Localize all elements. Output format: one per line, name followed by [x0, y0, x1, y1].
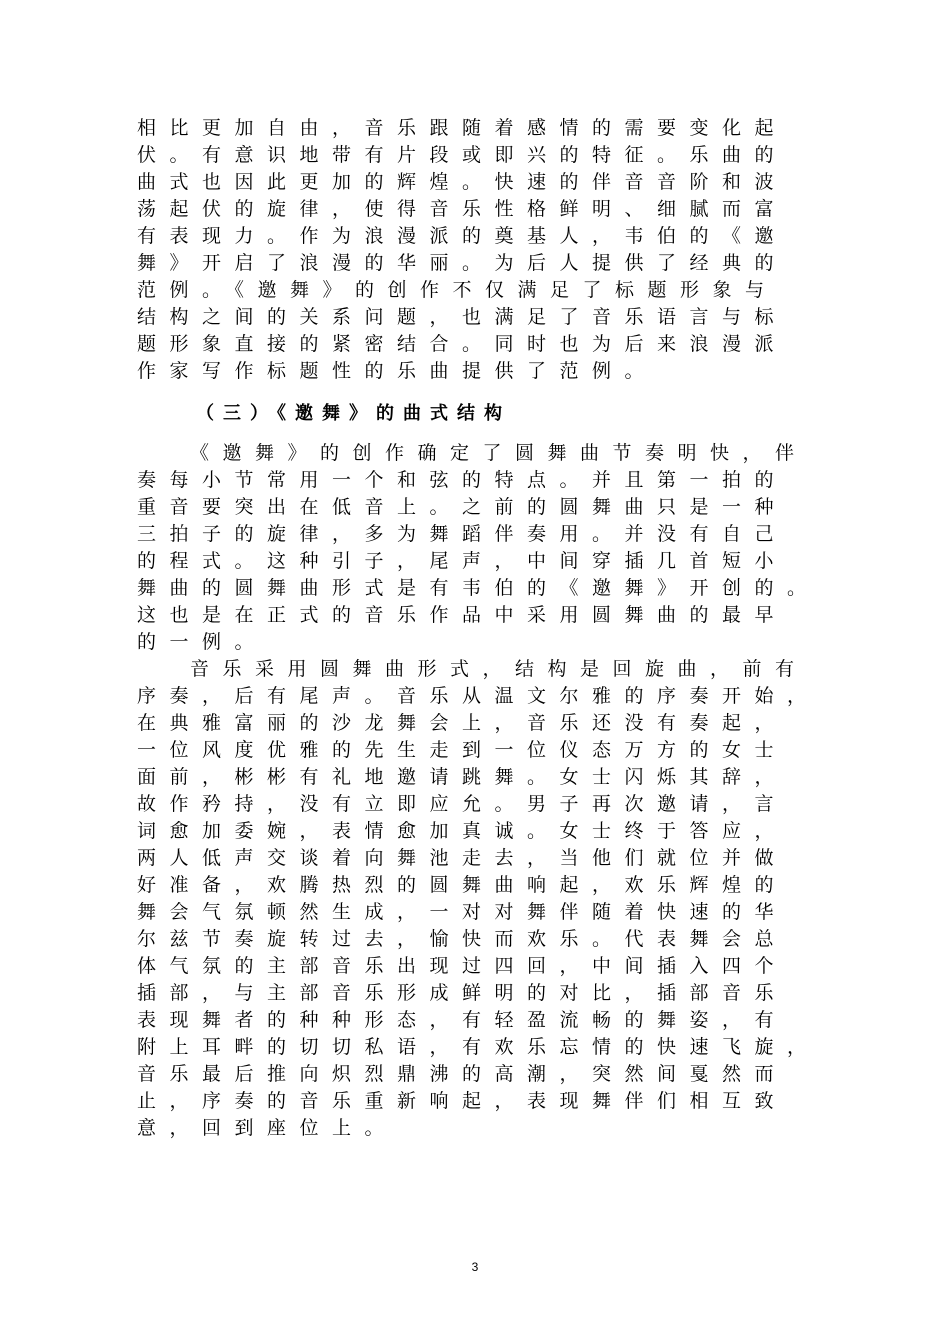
text-line: 重音要突出在低音上。之前的圆舞曲只是一种: [137, 496, 788, 518]
text-line: 舞会气氛顿然生成，一对对舞伴随着快速的华: [137, 901, 788, 923]
text-line: 相比更加自由，音乐跟随着感情的需要变化起: [137, 117, 788, 139]
text-line: 曲式也因此更加的辉煌。快速的伴音音阶和波: [137, 171, 788, 193]
text-line: 范例。《邀舞》的创作不仅满足了标题形象与: [137, 279, 778, 301]
text-line: 这也是在正式的音乐作品中采用圆舞曲的最早: [137, 604, 788, 626]
text-line: 在典雅富丽的沙龙舞会上，音乐还没有奏起，: [137, 712, 788, 734]
text-line: 意，回到座位上。: [137, 1117, 398, 1139]
text-line: 音乐最后推向炽烈鼎沸的高潮，突然间戛然而: [137, 1063, 788, 1085]
text-line: 插部，与主部音乐形成鲜明的对比，插部音乐: [137, 982, 788, 1004]
text-line: 两人低声交谈着向舞池走去，当他们就位并做: [137, 847, 788, 869]
text-line: 止，序奏的音乐重新响起，表现舞伴们相互致: [137, 1090, 788, 1112]
text-line: 尔兹节奏旋转过去，愉快而欢乐。代表舞会总: [137, 928, 788, 950]
text-line: 体气氛的主部音乐出现过四回，中间插入四个: [137, 955, 788, 977]
text-line: 附上耳畔的切切私语，有欢乐忘情的快速飞旋，: [137, 1036, 820, 1058]
text-line: 词愈加委婉，表情愈加真诚。女士终于答应，: [137, 820, 788, 842]
text-line: 一位风度优雅的先生走到一位仪态万方的女士: [137, 739, 788, 761]
text-line: 序奏，后有尾声。音乐从温文尔雅的序奏开始，: [137, 685, 820, 707]
section-heading: （三）《邀舞》的曲式结构: [196, 403, 511, 424]
text-line: 音乐采用圆舞曲形式，结构是回旋曲，前有: [190, 658, 808, 680]
text-line: 有表现力。作为浪漫派的奠基人，韦伯的《邀: [137, 225, 788, 247]
text-line: 故作矜持，没有立即应允。男子再次邀请，言: [137, 793, 788, 815]
text-line: 的一例。: [137, 631, 268, 653]
text-line: 题形象直接的紧密结合。同时也为后来浪漫派: [137, 333, 788, 355]
text-line: 舞曲的圆舞曲形式是有韦伯的《邀舞》开创的。: [137, 577, 820, 599]
text-line: 表现舞者的种种形态，有轻盈流畅的舞姿，有: [137, 1009, 788, 1031]
text-line: 奏每小节常用一个和弦的特点。并且第一拍的: [137, 469, 788, 491]
text-line: 三拍子的旋律，多为舞蹈伴奏用。并没有自己: [137, 523, 788, 545]
text-line: 面前，彬彬有礼地邀请跳舞。女士闪烁其辞，: [137, 766, 788, 788]
page-number: 3: [471, 1260, 479, 1274]
text-line: 荡起伏的旋律，使得音乐性格鲜明、细腻而富: [137, 198, 788, 220]
text-line: 伏。有意识地带有片段或即兴的特征。乐曲的: [137, 144, 788, 166]
text-line: 结构之间的关系问题，也满足了音乐语言与标: [137, 306, 788, 328]
text-line: 作家写作标题性的乐曲提供了范例。: [137, 360, 658, 382]
text-line: 舞》开启了浪漫的华丽。为后人提供了经典的: [137, 252, 788, 274]
text-line: 的程式。这种引子，尾声，中间穿插几首短小: [137, 550, 788, 572]
text-line: 好准备，欢腾热烈的圆舞曲响起，欢乐辉煌的: [137, 874, 788, 896]
text-line: 《邀舞》的创作确定了圆舞曲节奏明快，伴: [190, 442, 808, 464]
